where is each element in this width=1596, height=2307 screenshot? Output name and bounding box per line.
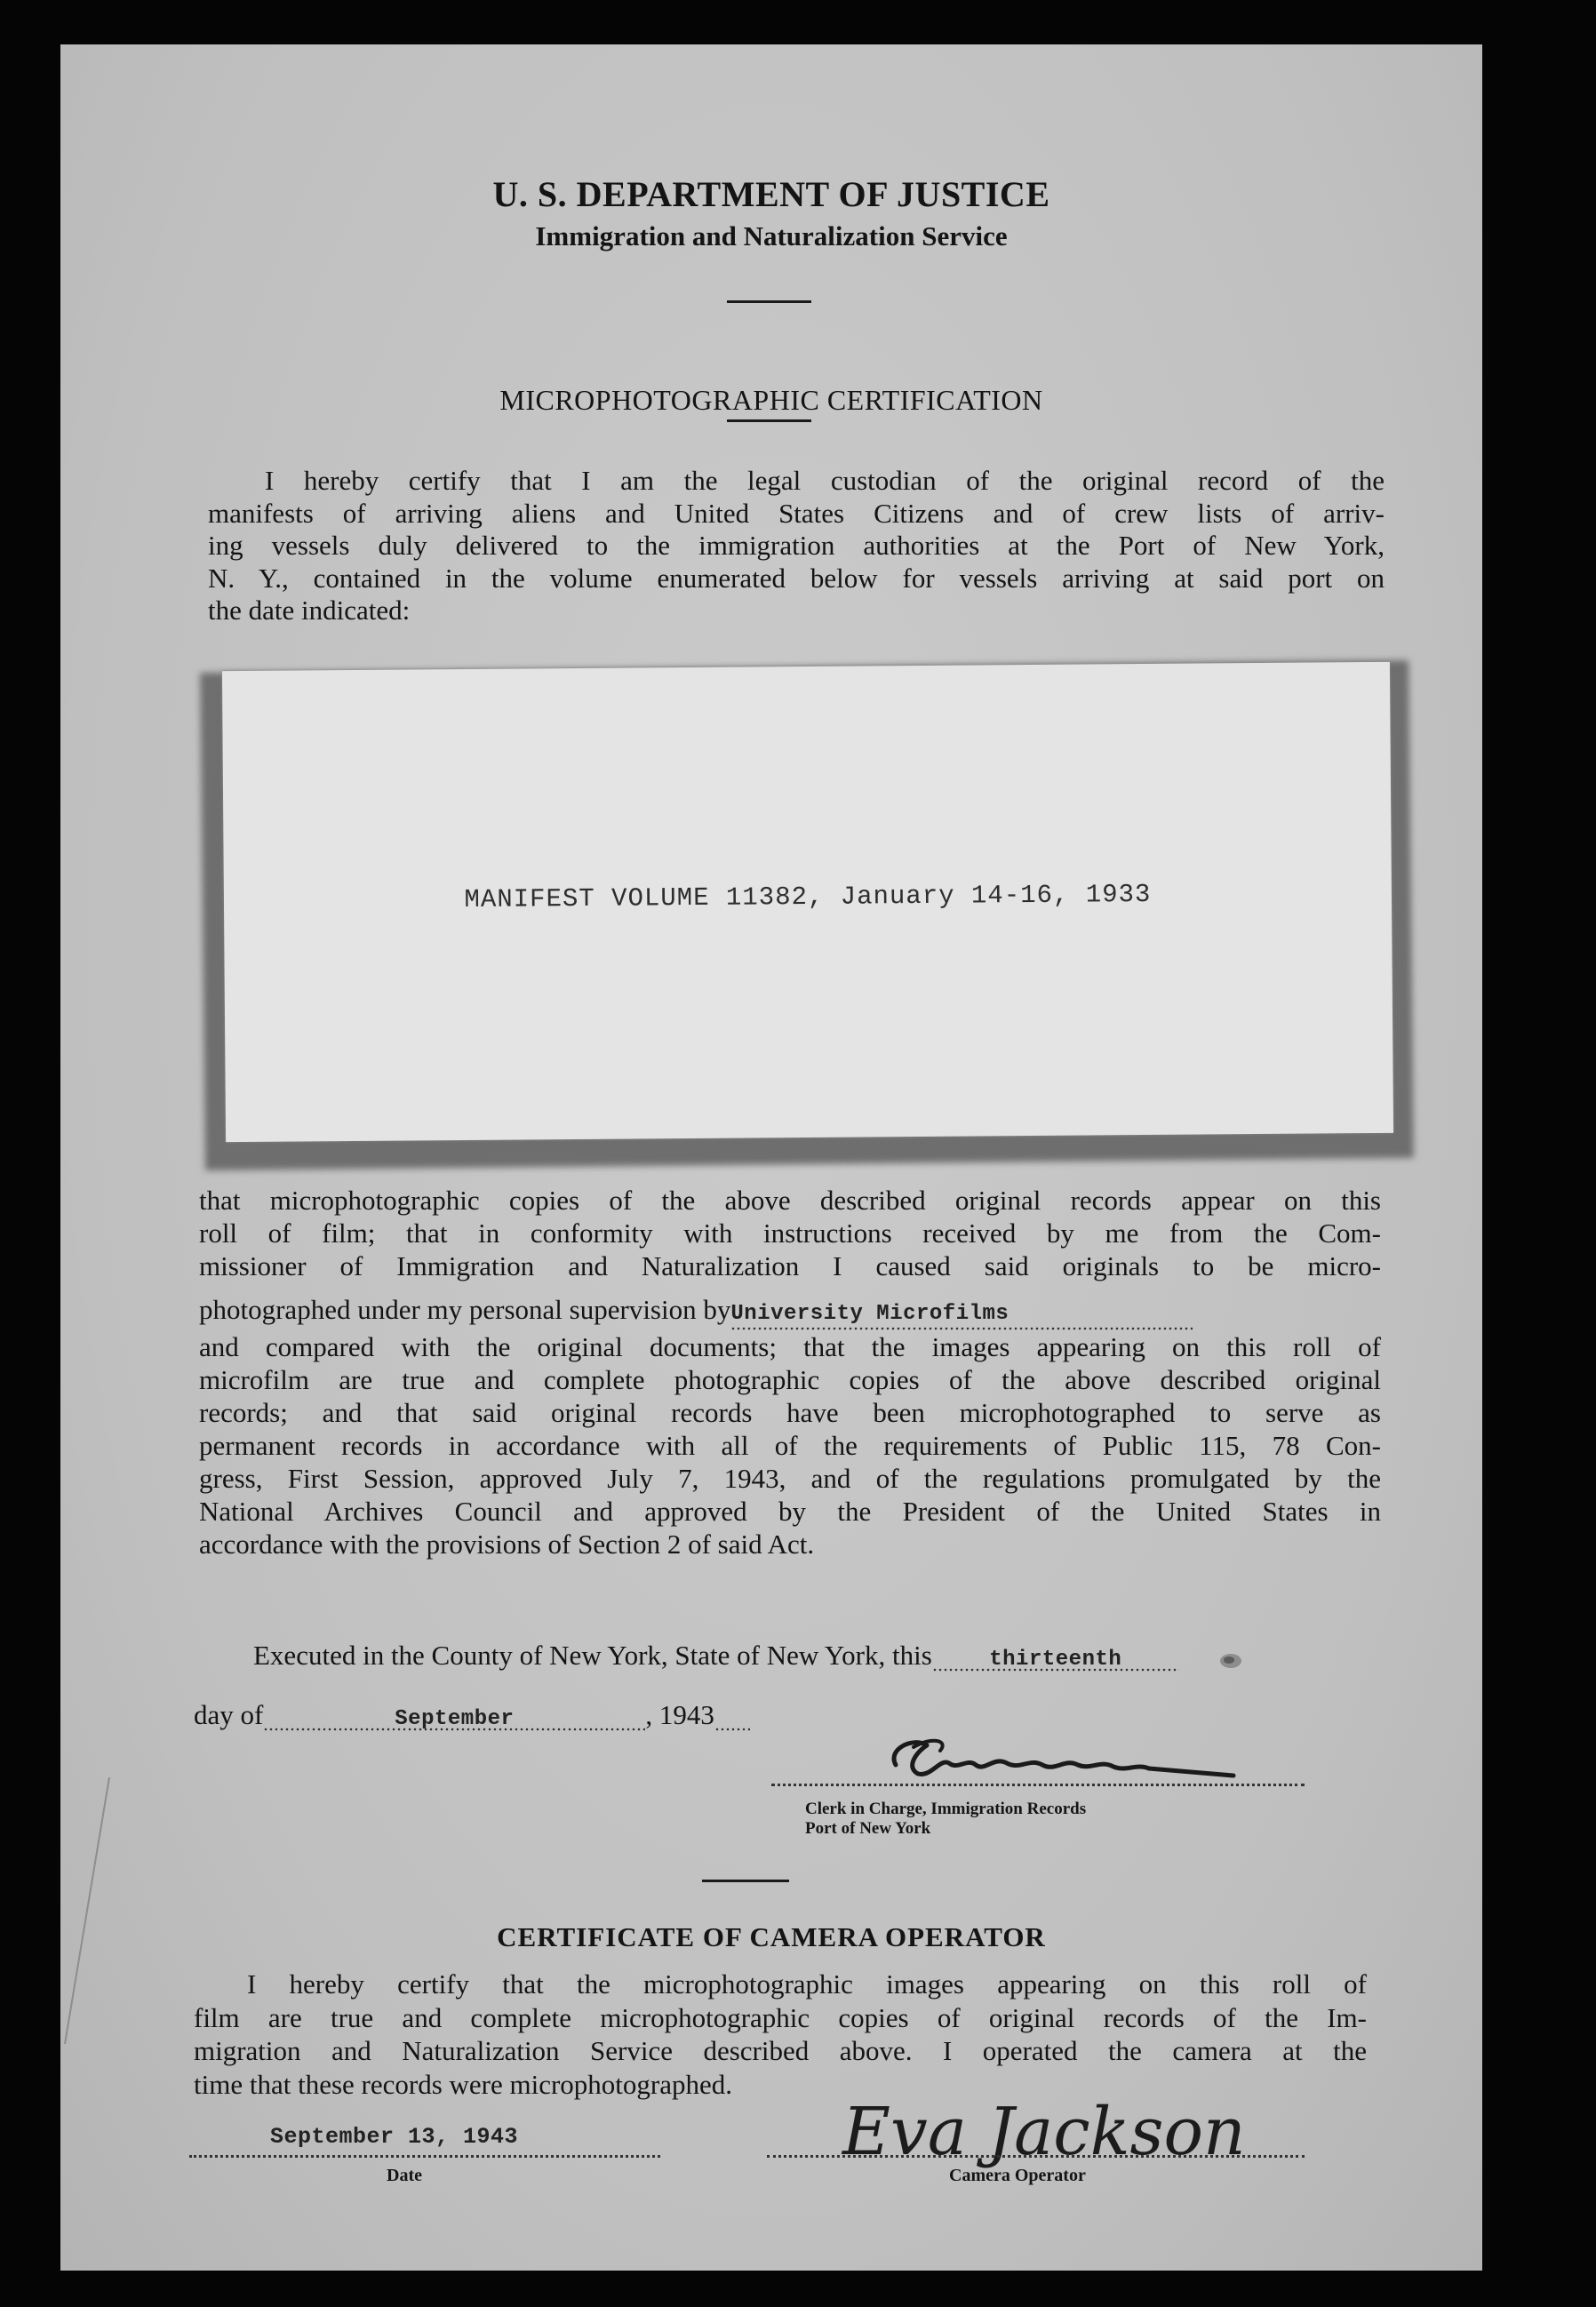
operator-signature (780, 2085, 1278, 2174)
month-field (263, 1699, 645, 1731)
paper-crease (60, 1777, 114, 2044)
body-paragraph (199, 1184, 1381, 1561)
camera-line: migration and Naturalization Service described above. I operated the camera at the (194, 2035, 1367, 2066)
body-line: National Archives Council and approved by the President of the United States in (199, 1496, 1381, 1527)
execution-year-text: , 1943 (645, 1699, 714, 1730)
body-line: that microphotographic copies of the above described original records appear on this (199, 1185, 1381, 1216)
body-line: permanent records in accordance with all of the requirements of Public 115, 78 Con- (199, 1430, 1381, 1461)
body-line: accordance with the provisions of Section 2 of said Act. (199, 1529, 815, 1560)
operator-signature-text: Eva Jackson (842, 2094, 1246, 2170)
certificate-page (60, 44, 1482, 2271)
camera-operator-heading: CERTIFICATE OF CAMERA OPERATOR (497, 1921, 1046, 1952)
day-field (932, 1640, 1179, 1672)
certification-heading: MICROPHOTOGRAPHIC CERTIFICATION (499, 384, 1043, 416)
supervision-line (199, 1293, 1381, 1330)
divider (727, 300, 811, 303)
camera-operator-paragraph (194, 1968, 1367, 2101)
camera-line: I hereby certify that the microphotographic images appearing on this roll of (247, 1968, 1367, 2000)
operator-caption: Camera Operator (949, 2166, 1086, 2185)
intro-line: I hereby certify that I am the legal custodian of the original record of the (265, 465, 1385, 496)
clerk-location: Port of New York (805, 1819, 931, 1838)
supervisor-name: University Microfilms (730, 1302, 1009, 1326)
body-line: microfilm are true and complete photographic copies of the above described original (199, 1364, 1381, 1395)
date-signature-line (189, 2155, 660, 2158)
clerk-title: Clerk in Charge, Immigration Records (805, 1800, 1087, 1818)
execution-month: September (395, 1707, 515, 1731)
year-dots (714, 1699, 750, 1731)
date-caption: Date (387, 2166, 422, 2185)
intro-line: manifests of arriving aliens and United States Citizens and of crew lists of arriv- (208, 497, 1385, 529)
execution-year (645, 1699, 750, 1730)
supervisor-field (730, 1293, 1193, 1330)
clerk-caption (805, 1800, 1086, 1839)
execution-day: thirteenth (989, 1648, 1122, 1672)
supervision-prefix: photographed under my personal supervision by (199, 1294, 731, 1325)
body-line: missioner of Immigration and Naturalization I caused said originals to be micro- (199, 1250, 1381, 1281)
intro-line: ing vessels duly delivered to the immigration authorities at the Port of New York, (208, 530, 1385, 561)
camera-line: time that these records were microphotographed. (194, 2068, 732, 2100)
clerk-signature-line (771, 1784, 1305, 1786)
manifest-card (222, 662, 1393, 1142)
intro-paragraph (208, 465, 1385, 627)
executed-line (253, 1640, 1179, 1672)
body-line: gress, First Session, approved July 7, 1943, and of the regulations promulgated by the (199, 1463, 1381, 1494)
department-subtitle: Immigration and Naturalization Service (535, 220, 1008, 251)
department-title: U. S. DEPARTMENT OF JUSTICE (492, 174, 1050, 214)
body-line: records; and that said original records have been microphotographed to serve as (199, 1397, 1381, 1428)
intro-line: N. Y., contained in the volume enumerated below for vessels arriving at said port on (208, 562, 1385, 594)
body-line: and compared with the original documents; that the images appearing on this roll of (199, 1331, 1381, 1362)
manifest-volume-label: MANIFEST VOLUME 11382, January 14-16, 1933 (464, 879, 1152, 915)
operator-signature-line (767, 2155, 1305, 2158)
divider (702, 1880, 789, 1882)
day-of-prefix: day of (194, 1699, 264, 1730)
intro-line: the date indicated: (208, 595, 411, 626)
body-line: roll of film; that in conformity with instructions received by me from the Com- (199, 1217, 1381, 1249)
smudge-mark (1216, 1648, 1246, 1673)
divider (727, 419, 811, 422)
operator-date: September 13, 1943 (270, 2124, 519, 2150)
day-of-line (194, 1699, 750, 1731)
camera-line: film are true and complete microphotographic copies of original records of the Im- (194, 2001, 1367, 2033)
executed-prefix: Executed in the County of New York, State of New York, this (253, 1640, 932, 1671)
